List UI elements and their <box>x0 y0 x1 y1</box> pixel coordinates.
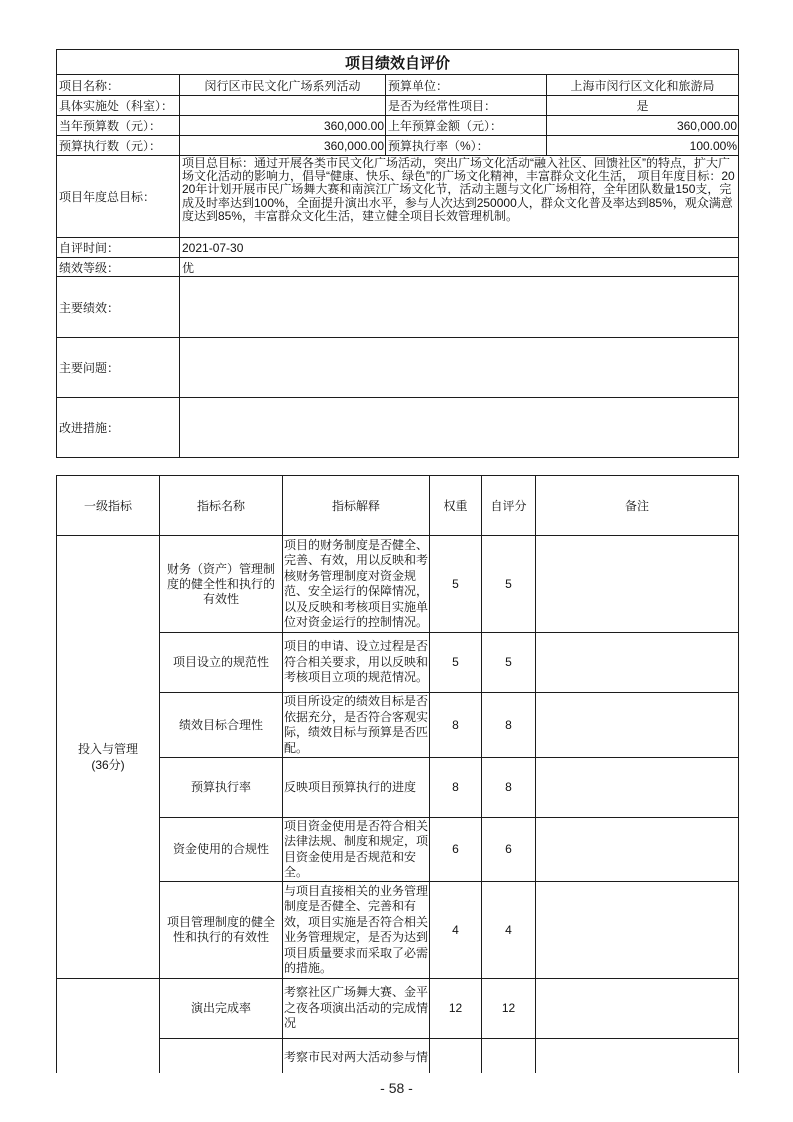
current-budget-value: 360,000.00 <box>180 116 386 136</box>
header-note: 备注 <box>536 476 739 536</box>
improvement-value <box>180 398 739 458</box>
page-title: 项目绩效自评价 <box>57 50 739 75</box>
header-explanation: 指标解释 <box>283 476 430 536</box>
last-budget-label: 上年预算金额（元）： <box>386 116 547 136</box>
recurring-label: 是否为经常性项目： <box>386 96 547 116</box>
indicator-explanation: 反映项目预算执行的进度 <box>283 758 430 818</box>
indicator-name: 项目设立的规范性 <box>160 633 283 693</box>
indicator-explanation: 与项目直接相关的业务管理制度是否健全、完善和有效，项目实施是否符合相关业务管理规定，是否为达到项目质量要求而采取了必需的措施。 <box>283 882 430 979</box>
indicator-name: 绩效目标合理性 <box>160 693 283 758</box>
indicator-weight: 5 <box>430 536 482 633</box>
indicator-note <box>536 633 739 693</box>
eval-time-value: 2021-07-30 <box>180 238 739 258</box>
indicator-weight: 12 <box>430 979 482 1039</box>
indicator-weight: 6 <box>430 818 482 882</box>
group-points: (36分) <box>91 758 125 772</box>
grade-label: 绩效等级： <box>57 258 180 277</box>
indicator-table <box>56 475 739 1073</box>
indicator-note <box>536 1039 739 1074</box>
indicator-score: 4 <box>482 882 536 979</box>
executed-value: 360,000.00 <box>180 136 386 156</box>
indicator-note <box>536 882 739 979</box>
indicator-name: 演出完成率 <box>160 979 283 1039</box>
indicator-weight: 8 <box>430 693 482 758</box>
header-weight: 权重 <box>430 476 482 536</box>
indicator-score: 5 <box>482 536 536 633</box>
table-row <box>57 1039 739 1074</box>
grade-value: 优 <box>180 258 739 277</box>
execution-rate-value: 100.00% <box>547 136 739 156</box>
main-performance-value <box>180 277 739 338</box>
executed-label: 预算执行数（元）： <box>57 136 180 156</box>
indicator-score: 5 <box>482 633 536 693</box>
group-cell <box>57 536 160 979</box>
annual-goal-cell <box>180 156 739 238</box>
indicator-note <box>536 818 739 882</box>
indicator-name: 资金使用的合规性 <box>160 818 283 882</box>
table-row <box>57 882 739 979</box>
project-name-value: 闵行区市民文化广场系列活动 <box>180 75 386 96</box>
indicator-weight: 5 <box>430 633 482 693</box>
table-row <box>57 633 739 693</box>
indicator-explanation: 考察市民对两大活动参与情 <box>283 1039 430 1074</box>
indicator-explanation: 考察社区广场舞大赛、金平之夜各项演出活动的完成情况 <box>283 979 430 1039</box>
indicator-name <box>160 1039 283 1074</box>
current-budget-label: 当年预算数（元）： <box>57 116 180 136</box>
budget-unit-value: 上海市闵行区文化和旅游局 <box>547 75 739 96</box>
recurring-value: 是 <box>547 96 739 116</box>
table-row <box>57 979 739 1039</box>
indicator-explanation: 项目资金使用是否符合相关法律法规、制度和规定，项目资金使用是否规范和安全。 <box>283 818 430 882</box>
table-row <box>57 536 739 633</box>
indicator-name: 财务（资产）管理制度的健全性和执行的有效性 <box>160 536 283 633</box>
indicator-note <box>536 693 739 758</box>
indicator-score: 8 <box>482 758 536 818</box>
indicator-note <box>536 536 739 633</box>
eval-time-label: 自评时间： <box>57 238 180 258</box>
indicator-note <box>536 758 739 818</box>
table-row <box>57 818 739 882</box>
annual-goal-label: 项目年度总目标： <box>57 156 180 238</box>
indicator-score: 8 <box>482 693 536 758</box>
header-self-score: 自评分 <box>482 476 536 536</box>
indicator-table-wrapper <box>56 475 740 1073</box>
main-issues-label: 主要问题： <box>57 338 180 398</box>
execution-rate-label: 预算执行率（%）： <box>386 136 547 156</box>
main-performance-label: 主要绩效： <box>57 277 180 338</box>
project-name-label: 项目名称： <box>57 75 180 96</box>
indicator-weight: 8 <box>430 758 482 818</box>
page-number: - 58 - <box>380 1080 413 1096</box>
indicator-score: 6 <box>482 818 536 882</box>
indicator-weight <box>430 1039 482 1074</box>
indicator-name: 项目管理制度的健全性和执行的有效性 <box>160 882 283 979</box>
indicator-note <box>536 979 739 1039</box>
group-label: 投入与管理 <box>77 742 138 756</box>
indicator-name: 预算执行率 <box>160 758 283 818</box>
indicator-score <box>482 1039 536 1074</box>
indicator-explanation: 项目所设定的绩效目标是否依据充分，是否符合客观实际，绩效目标与预算是否匹配。 <box>283 693 430 758</box>
improvement-label: 改进措施： <box>57 398 180 458</box>
indicator-explanation: 项目的财务制度是否健全、完善、有效，用以反映和考核财务管理制度对资金规范、安全运行的保障情况，以及反映和考核项目实施单位对资金运行的控制情况。 <box>283 536 430 633</box>
header-indicator-name: 指标名称 <box>160 476 283 536</box>
budget-unit-label: 预算单位： <box>386 75 547 96</box>
project-summary-table <box>56 49 739 458</box>
annual-goal-text: 项目总目标：通过开展各类市民文化广场活动，突出广场文化活动“融入社区、回馈社区”的特点，扩大广场文化活动的影响力，倡导“健康、快乐、绿色”的广场文化精神，丰富群众文化生活， 项目年度目标：2020年计划开展市民广场舞大赛和南滨江广场文化节，活动主题与文化广场相符，全年团队数量150支，完成及时率达到100%，全面提升演出水平，参与人次达到250000人，群众文化普及率达到85%，观众满意度达到85%，丰富群众文化生活，建立健全项目长效管理机制。 <box>182 157 735 223</box>
indicator-score: 12 <box>482 979 536 1039</box>
table-row <box>57 758 739 818</box>
indicator-explanation: 项目的申请、设立过程是否符合相关要求，用以反映和考核项目立项的规范情况。 <box>283 633 430 693</box>
department-value <box>180 96 386 116</box>
department-label: 具体实施处（科室）： <box>57 96 180 116</box>
main-issues-value <box>180 338 739 398</box>
header-row <box>57 476 739 536</box>
indicator-weight: 4 <box>430 882 482 979</box>
last-budget-value: 360,000.00 <box>547 116 739 136</box>
group-cell <box>57 979 160 1074</box>
header-level1: 一级指标 <box>57 476 160 536</box>
table-row <box>57 693 739 758</box>
